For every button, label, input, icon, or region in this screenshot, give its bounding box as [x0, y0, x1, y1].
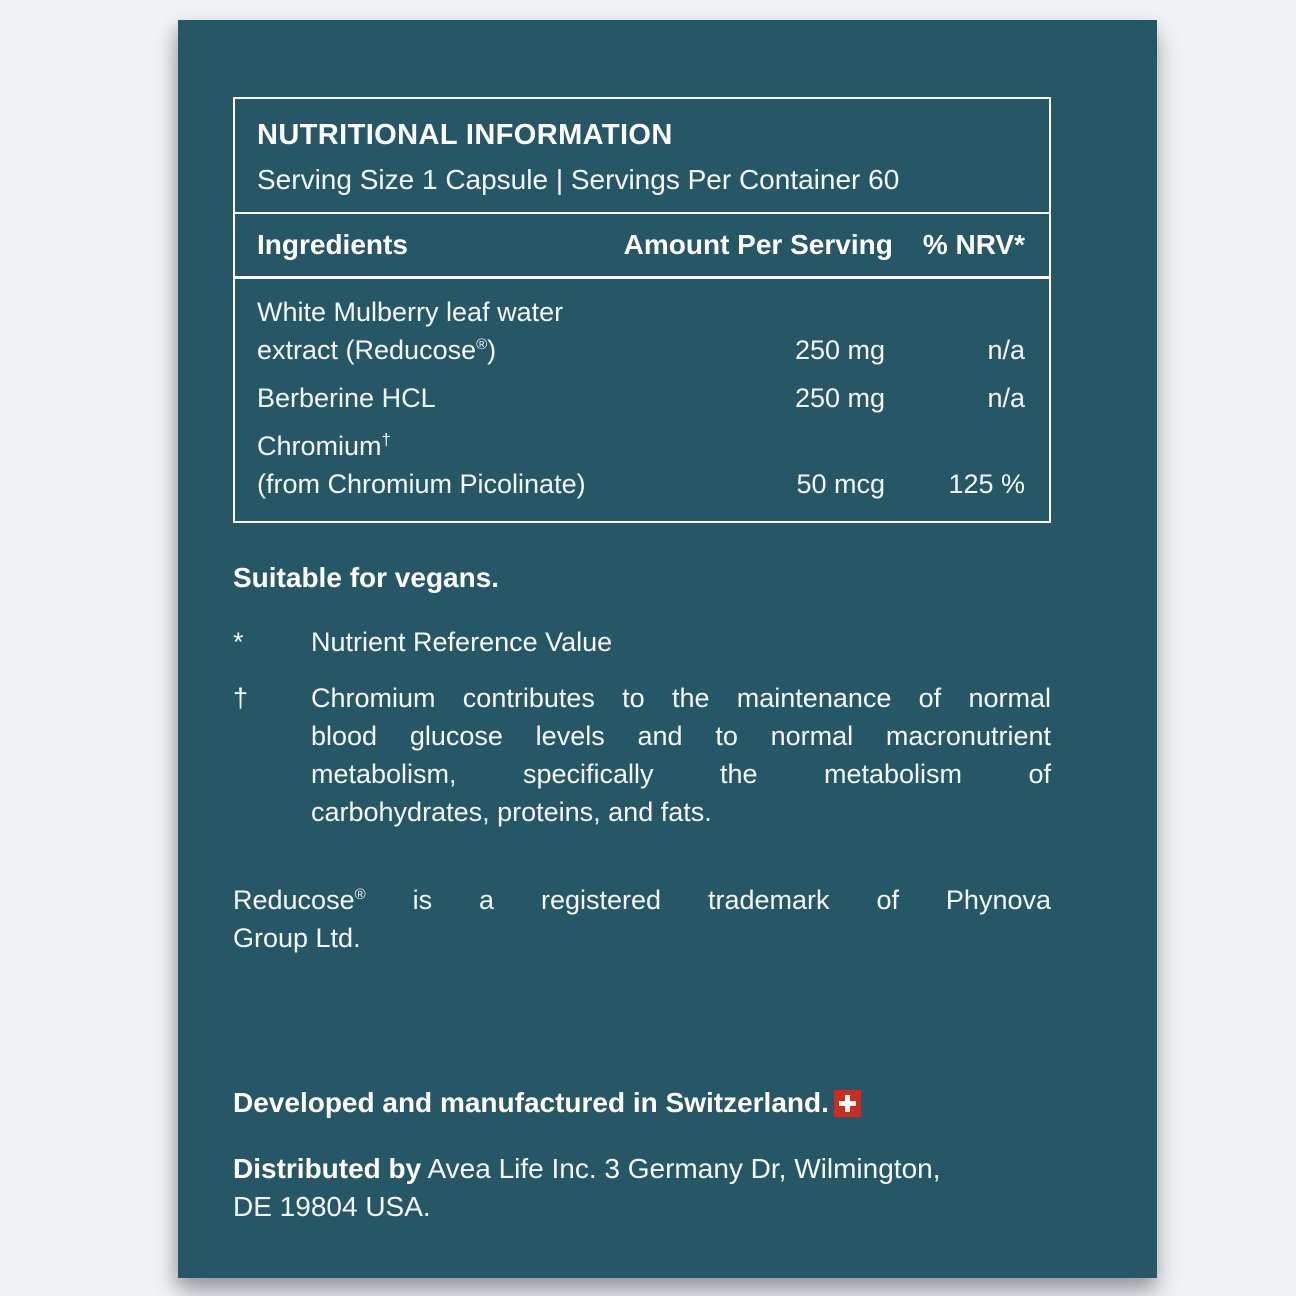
distributor-line2: DE 19804 USA. [233, 1191, 431, 1222]
table-row [257, 427, 1025, 503]
amount-value: 250 mg [794, 335, 885, 365]
dagger-mark: † [233, 683, 249, 713]
trademark-line2: Group Ltd. [233, 923, 361, 953]
distributor-label: Distributed by [233, 1153, 422, 1184]
vegan-note: Suitable for vegans. [233, 562, 500, 593]
column-header-amount: Amount Per Serving [623, 229, 893, 260]
amount-value: 50 mcg [796, 469, 885, 499]
nrv-value: 125 % [948, 469, 1025, 499]
ingredient-name [257, 427, 699, 503]
footnote-line: metabolism, specifically the metabolism of [311, 759, 1051, 789]
label-panel [178, 20, 1157, 1278]
nutrition-title: NUTRITIONAL INFORMATION [257, 119, 673, 151]
footnote-line: blood glucose levels and to normal macronutrient [311, 721, 1051, 751]
amount-value: 250 mg [794, 383, 885, 413]
ingredient-name-text: Chromium [257, 431, 382, 461]
footnote-chromium-text [311, 679, 1051, 831]
footnote-nrv-text: Nutrient Reference Value [311, 627, 613, 657]
nrv-value: n/a [987, 335, 1025, 365]
trademark-line1 [233, 881, 1051, 919]
distributor-line1 [233, 1150, 1051, 1188]
ingredient-name [257, 293, 699, 369]
ingredient-name-line2 [257, 331, 699, 369]
footnote-chromium [233, 679, 1051, 831]
swiss-flag-icon [834, 1090, 861, 1117]
column-header-nrv: % NRV* [922, 229, 1025, 260]
ingredient-name-line1: White Mulberry leaf water [257, 297, 564, 327]
footnote-nrv [233, 623, 1051, 661]
table-row [257, 293, 1025, 369]
nutrition-box-header [235, 99, 1049, 214]
table-body [235, 279, 1049, 521]
serving-info: Serving Size 1 Capsule | Servings Per Container 60 [257, 164, 900, 195]
table-row [257, 379, 1025, 417]
footnote-line: Chromium contributes to the maintenance of normal [311, 683, 1051, 713]
registered-mark: ® [354, 886, 366, 903]
footnote-line: carbohydrates, proteins, and fats. [311, 797, 712, 827]
distributor-address: Avea Life Inc. 3 Germany Dr, Wilmington, [421, 1153, 941, 1184]
ingredient-name-line2-text: extract (Reducose [257, 335, 477, 365]
registered-mark: ® [476, 336, 488, 353]
ingredient-name-line2: (from Chromium Picolinate) [257, 469, 586, 499]
label-content [178, 20, 1051, 1226]
nutrition-facts-box [233, 97, 1051, 523]
column-header-ingredients: Ingredients [257, 229, 408, 260]
table-header-row [235, 214, 1049, 279]
distributor-statement [233, 1150, 1051, 1226]
ingredient-name-line2-close: ) [487, 335, 497, 365]
nrv-value: n/a [987, 383, 1025, 413]
trademark-note [233, 881, 1051, 957]
origin-statement [233, 1084, 1051, 1122]
origin-text: Developed and manufactured in Switzerland. [233, 1087, 829, 1118]
dagger-mark: † [381, 430, 391, 449]
asterisk-mark: * [233, 627, 244, 657]
brand-name: Reducose [233, 885, 355, 915]
ingredient-name: Berberine HCL [257, 383, 436, 413]
ingredient-name-line1 [257, 427, 699, 465]
trademark-line1-text: is a registered trademark of Phynova [365, 885, 1051, 915]
